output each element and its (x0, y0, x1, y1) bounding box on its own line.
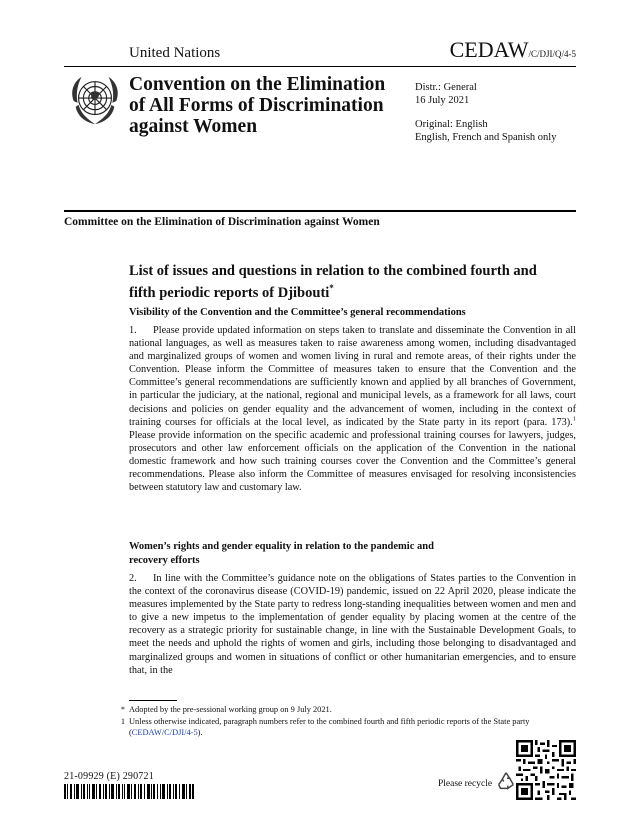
section-heading-1: Visibility of the Convention and the Committee’s general recommendations (129, 307, 466, 318)
footnote-1 (112, 704, 576, 715)
original-language: Original: English (415, 119, 488, 130)
symbol-main: CEDAW (449, 37, 529, 62)
convention-title: Convention on the Elimination of All Forms of Discrimination against Women (129, 74, 386, 137)
footnote-2 (112, 716, 576, 738)
footnote-text: Unless otherwise indicated, paragraph numbers refer to the combined fourth and fifth periodic reports of the State party ( (129, 717, 530, 737)
footnote-text-end: ). (197, 728, 203, 737)
language-info (415, 118, 556, 144)
footnote-text: Adopted by the pre-sessional working group on 9 July 2021. (129, 705, 332, 714)
document-title (129, 263, 559, 302)
paragraph-number: 1. (129, 325, 137, 336)
footnote-body (129, 716, 576, 738)
document-link[interactable]: CEDAW/C/DJI/4-5 (131, 728, 198, 737)
symbol-sub: /C/DJI/Q/4-5 (528, 49, 576, 59)
paragraph-1 (129, 324, 576, 494)
organization-name: United Nations (129, 45, 221, 61)
footnote-mark: * (120, 705, 125, 714)
document-symbol (450, 37, 576, 63)
section-heading-2: Women’s rights and gender equality in relation to the pandemic and recovery efforts (129, 541, 434, 566)
un-emblem-icon (66, 72, 124, 130)
available-languages: English, French and Spanish only (415, 132, 557, 143)
footnote-reference[interactable]: 1 (572, 415, 576, 423)
paragraph-text: Please provide updated information on steps taken to translate and disseminate the Convention in all national languages, as well as measures taken to raise awareness among women, including disadvantaged and marginalized groups of women and women living in rural and remote areas, of their rights under the Convention. Please inform the Committee of measures taken to ensure that the Convention and the Committee’s general recommendations are sufficiently known and applied by all branches of Government, in particular the judiciary, at the national, regional and municipal levels, as a framework for all laws, court decisions and policies on gender equality and the advancement of women, including in the context of training courses for officials at the local level, as indicated by the State party in its report (para. 173). (129, 325, 576, 428)
qr-code-icon[interactable] (516, 740, 576, 800)
document-title-footnote-mark: * (329, 283, 334, 293)
distribution-info (415, 81, 477, 107)
barcode-icon (64, 784, 194, 799)
title-rule (64, 210, 576, 212)
committee-name: Committee on the Elimination of Discrimination against Women (64, 216, 380, 228)
recycle-icon (495, 770, 517, 792)
footnote-mark: 1 (120, 717, 125, 726)
paragraph-text-continued: Please provide information on the specific academic and professional training courses for lawyers, judges, prosecutors and other law enforcement officials on the application of the Convention in the national domestic framework and how such training courses cover the Convention and the Committee’s general recommendations. Please also inform the Committee of measures envisaged for resolving inconsistencies between statutory law and customary law. (129, 429, 576, 494)
paragraph-text: In line with the Committee’s guidance note on the obligations of States parties to the Convention in the context of the coronavirus disease (COVID-19) pandemic, issued on 22 April 2020, please indicate the measures implemented by the State party to redress long-standing inequalities between women and men and to give a new impetus to the implementation of gender equality by placing women at the centre of the recovery as a strategic priority for sustainable change, in line with the Sustainable Development Goals, to meet the needs and uphold the rights of women and girls, including those belonging to disadvantaged and marginalized groups and women in situations of conflict or other humanitarian emergencies, and to ensure that, in the (129, 573, 576, 676)
recycle-label: Please recycle (438, 779, 493, 789)
document-number: 21-09929 (E) 290721 (64, 771, 154, 782)
document-date: 16 July 2021 (415, 95, 470, 106)
footnote-rule (129, 700, 177, 701)
distribution-label: Distr.: General (415, 82, 477, 93)
document-title-text: List of issues and questions in relation to the combined fourth and fifth periodic reports of Djibouti (129, 263, 537, 301)
paragraph-2 (129, 572, 576, 677)
header-rule (64, 66, 576, 67)
paragraph-number: 2. (129, 573, 137, 584)
